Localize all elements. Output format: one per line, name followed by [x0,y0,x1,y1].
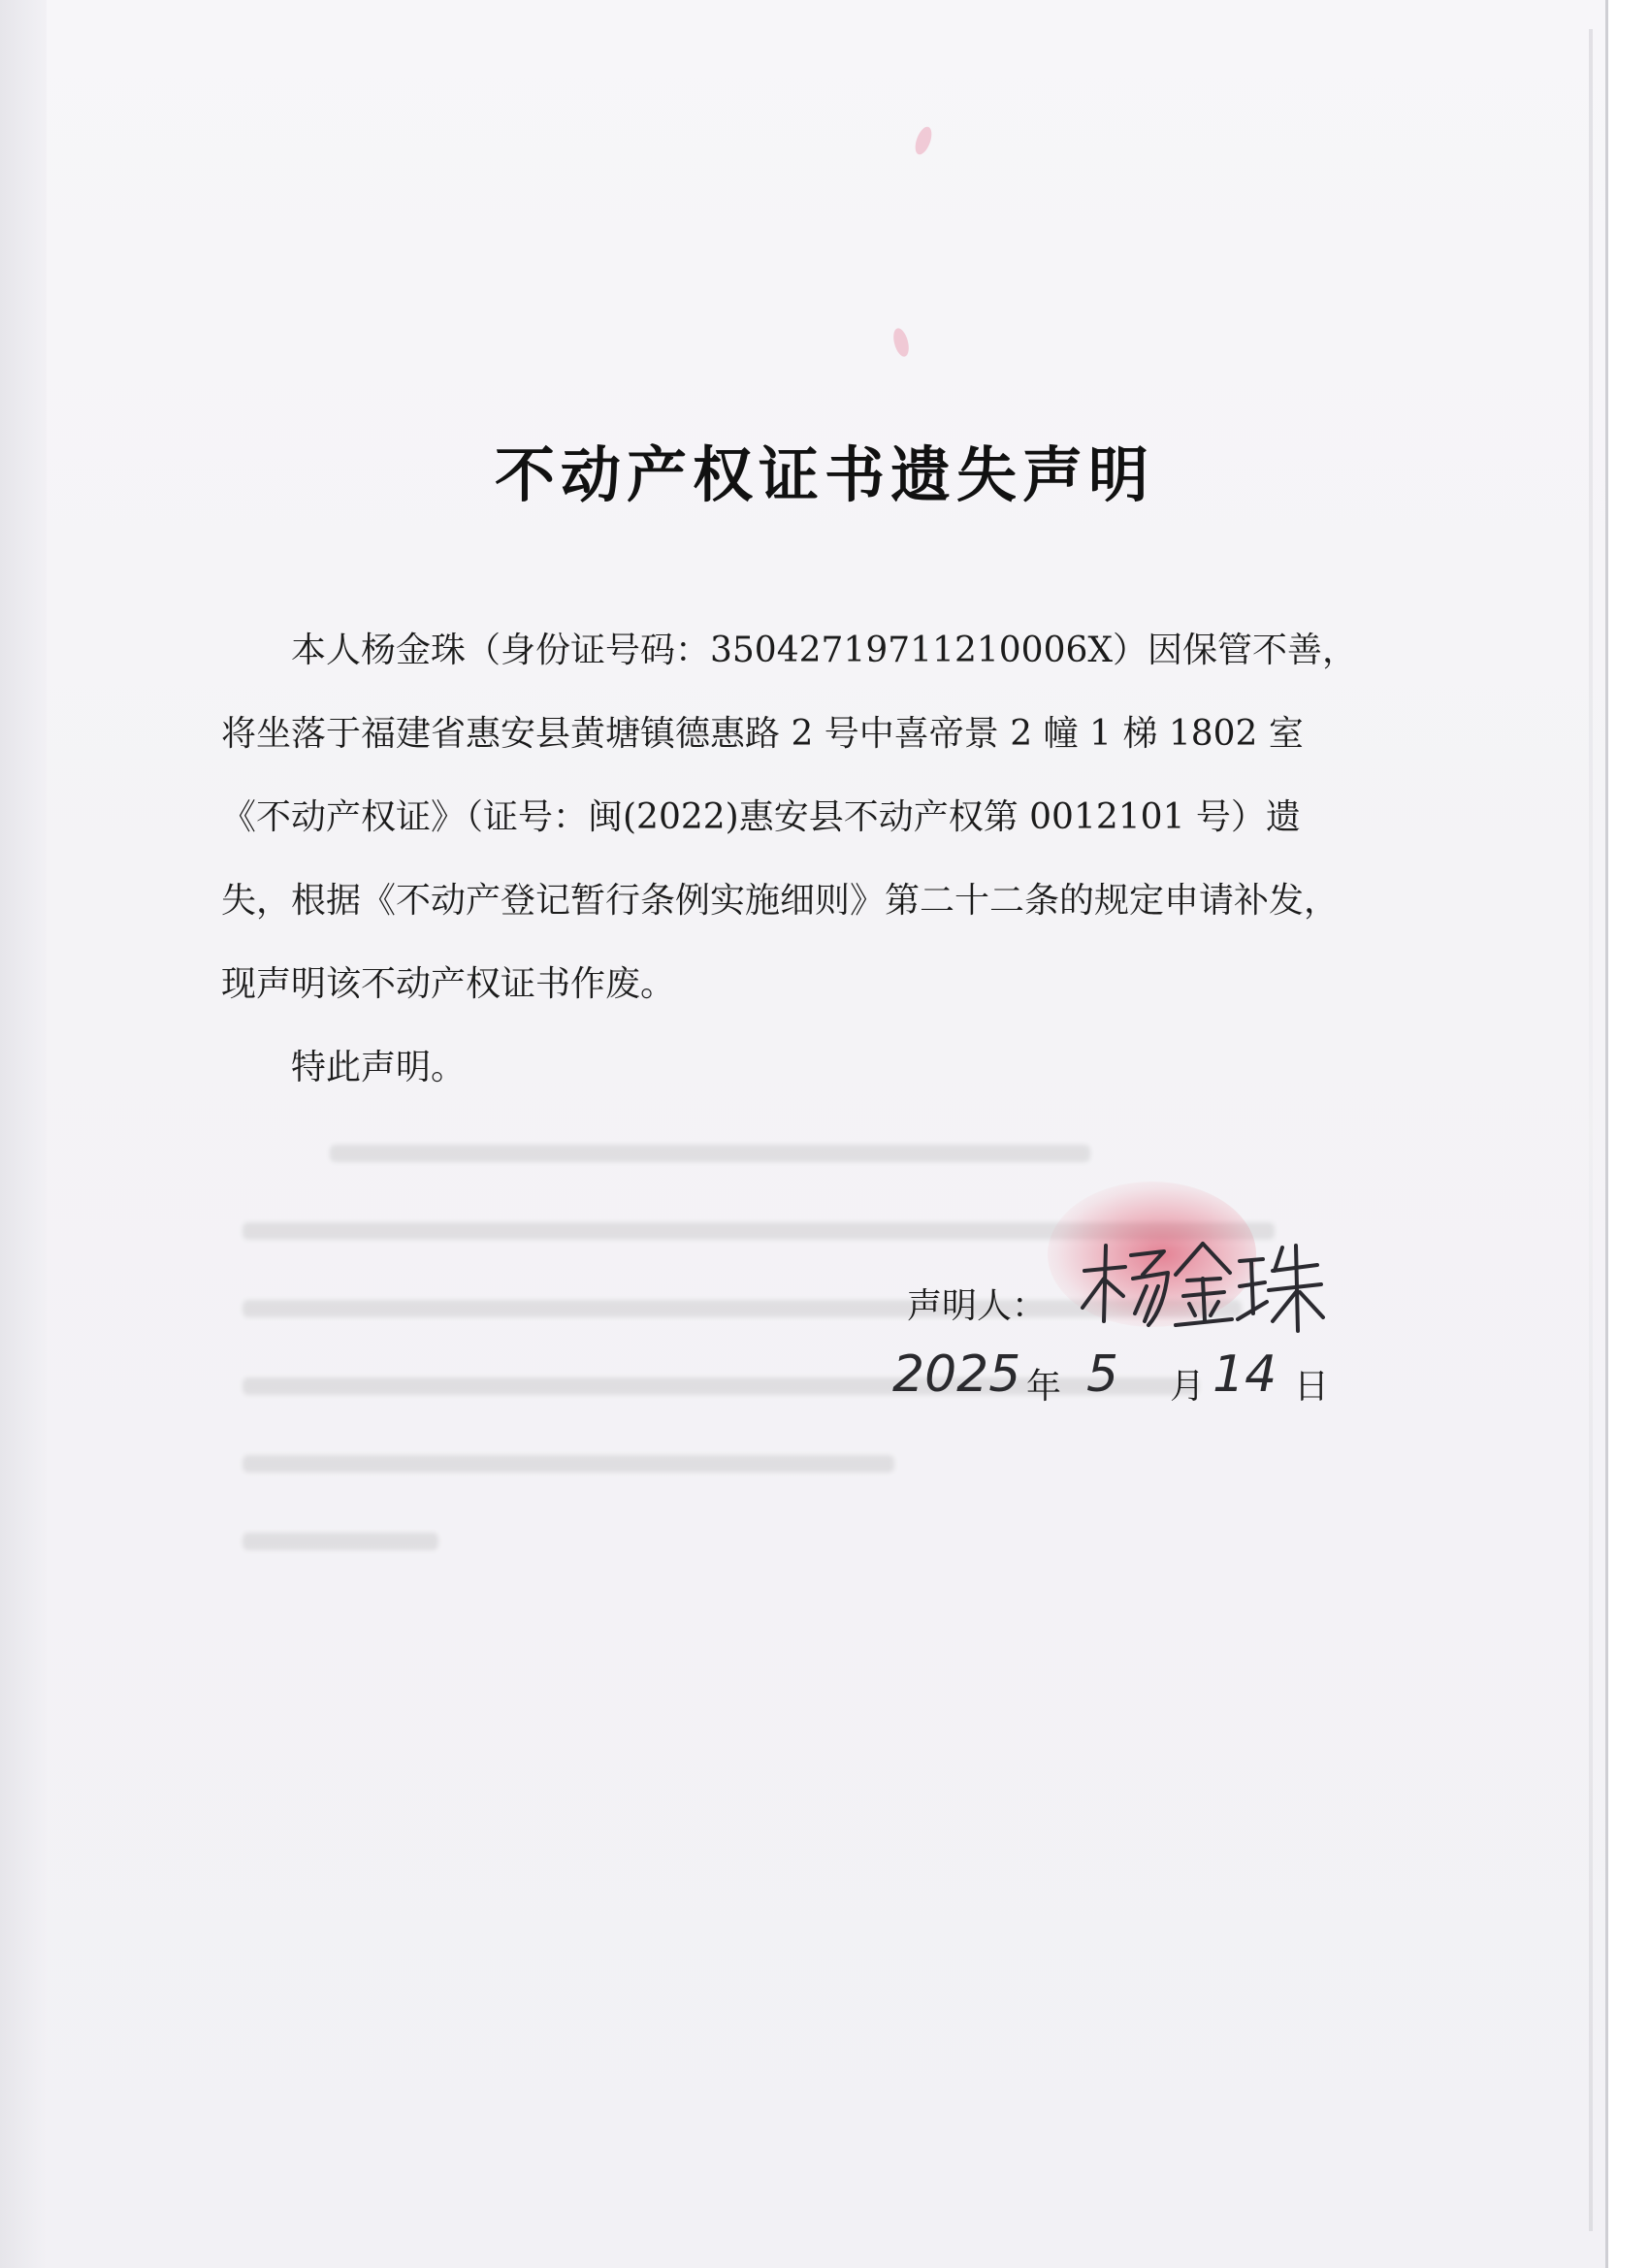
scan-left-edge [0,0,47,2268]
ink-speck [890,327,911,359]
document-body [221,609,1366,1110]
signature-date [892,1345,1348,1431]
date-month-label: 月 [1170,1367,1206,1407]
statement-paragraph: 本人杨金珠（身份证号码：35042719711210006X）因保管不善，将坐落于福建省惠安县黄塘镇德惠路 2 号中喜帝景 2 幢 1 梯 1802 室《不动产权证》（证号：闽(2022)惠安县不动产权第 0012101 号）遗失，根据《不动产登记暂行条例实施细则》第二十二条的规定申请补发，现声明该不动产权证书作废。 [221,631,1358,1004]
date-year: 2025 [892,1345,1021,1404]
date-month: 5 [1086,1345,1119,1404]
date-day: 14 [1212,1345,1277,1404]
page-fold-shadow [1589,29,1593,2231]
handwritten-signature [1075,1232,1327,1339]
date-year-label: 年 [1026,1367,1062,1407]
declarant-label: 声明人： [907,1286,1048,1326]
closing-line: 特此声明。 [291,1048,467,1087]
scan-right-edge [1605,0,1649,2268]
date-day-label: 日 [1294,1367,1330,1407]
ink-speck [912,125,934,157]
document-title: 不动产权证书遗失声明 [494,439,1154,510]
